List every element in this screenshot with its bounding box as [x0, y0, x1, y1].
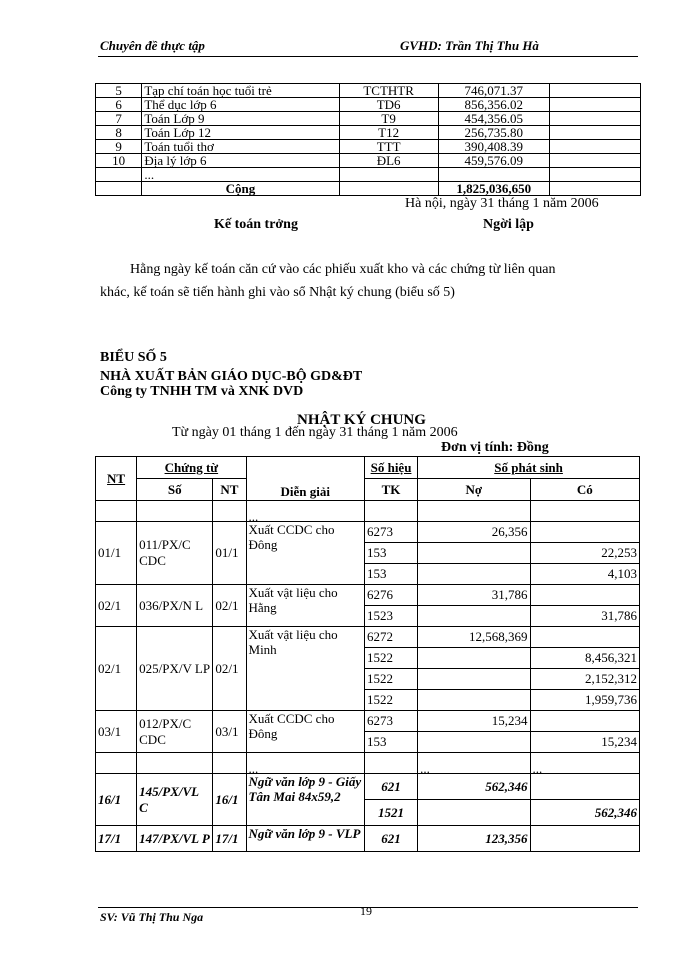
col-acct-bottom: TK [364, 479, 417, 501]
org-line-2: Công ty TNHH TM và XNK DVD [100, 384, 304, 399]
entry-debit [418, 690, 530, 711]
entry-date: 03/1 [96, 711, 137, 753]
entry-debit: 123,356 [418, 826, 530, 852]
entry-voucher-date: 17/1 [213, 826, 246, 852]
entry-credit: 31,786 [530, 606, 639, 627]
entry-account: 621 [364, 774, 417, 800]
row-extra [549, 112, 640, 126]
row-amount [438, 168, 549, 182]
row-number: 10 [96, 154, 142, 168]
entry-account: 153 [364, 543, 417, 564]
entry-voucher-no: 012/PX/C CDC [137, 711, 213, 753]
entry-voucher-date: 02/1 [213, 627, 246, 711]
blank-cell [530, 501, 639, 522]
entry-account: 6273 [364, 711, 417, 732]
header-left: Chuyên đề thực tập [100, 38, 205, 53]
journal-table [95, 456, 640, 852]
entry-description: Xuất CCDC cho Đông [246, 711, 364, 753]
row-number: 7 [96, 112, 142, 126]
row-amount: 390,408.39 [438, 140, 549, 154]
dots-desc: ... [246, 753, 364, 774]
col-amount: Số phát sinh [418, 457, 640, 479]
row-code: T9 [339, 112, 438, 126]
entry-date: 02/1 [96, 627, 137, 711]
row-code: TTT [339, 140, 438, 154]
entry-voucher-no: 145/PX/VL C [137, 774, 213, 826]
paragraph-line-1: Hằng ngày kế toán căn cứ vào các phiếu xuất kho và các chứng từ liên quan [130, 262, 556, 277]
blank-cell [96, 753, 137, 774]
journal-row [96, 711, 640, 732]
row-name: Địa lý lớp 6 [142, 154, 339, 168]
entry-description: Xuất vật liệu cho Minh [246, 627, 364, 711]
col-voucher-no: Số [137, 479, 213, 501]
entry-credit [530, 585, 639, 606]
journal-unit: Đơn vị tính: Đồng [441, 440, 549, 455]
blank-cell [137, 501, 213, 522]
col-desc: Diễn giải [246, 457, 364, 501]
row-code: TD6 [339, 98, 438, 112]
row-number: 8 [96, 126, 142, 140]
header-rule [98, 56, 638, 57]
entry-account: 621 [364, 826, 417, 852]
row-amount: 454,356.05 [438, 112, 549, 126]
journal-dots-row [96, 753, 640, 774]
journal-header-row-1 [96, 457, 640, 479]
entry-credit: 4,103 [530, 564, 639, 585]
entry-credit [530, 826, 639, 852]
row-amount: 746,071.37 [438, 84, 549, 98]
entry-date: 16/1 [96, 774, 137, 826]
blank-cell [364, 753, 417, 774]
row-number [96, 168, 142, 182]
form-title: BIỂU SỐ 5 [100, 350, 167, 365]
entry-debit [418, 800, 530, 826]
footer-left: SV: Vũ Thị Thu Nga [100, 910, 204, 924]
row-extra [549, 168, 640, 182]
entry-voucher-date: 16/1 [213, 774, 246, 826]
entry-description: Ngữ văn lớp 9 - VLP [246, 826, 364, 852]
row-name: Tạp chí toán học tuổi trẻ [142, 84, 339, 98]
entry-debit: 562,346 [418, 774, 530, 800]
row-amount: 856,356.02 [438, 98, 549, 112]
entry-voucher-no: 025/PX/V LP [137, 627, 213, 711]
entry-description: Xuất CCDC cho Đông [246, 522, 364, 585]
entry-account: 6273 [364, 522, 417, 543]
entry-voucher-no: 011/PX/C CDC [137, 522, 213, 585]
dots-debit: ... [418, 753, 530, 774]
summary-row [96, 140, 641, 154]
row-number: 9 [96, 140, 142, 154]
row-number: 6 [96, 98, 142, 112]
entry-debit [418, 543, 530, 564]
row-code: T12 [339, 126, 438, 140]
entry-debit: 15,234 [418, 711, 530, 732]
entry-debit [418, 564, 530, 585]
blank-cell [96, 501, 137, 522]
blank-cell [213, 501, 246, 522]
entry-debit: 12,568,369 [418, 627, 530, 648]
total-amount: 1,825,036,650 [438, 182, 549, 196]
summary-row [96, 84, 641, 98]
entry-credit: 15,234 [530, 732, 639, 753]
entry-credit: 1,959,736 [530, 690, 639, 711]
entry-voucher-date: 03/1 [213, 711, 246, 753]
entry-debit [418, 732, 530, 753]
blank-cell [213, 753, 246, 774]
entry-account: 6272 [364, 627, 417, 648]
entry-debit [418, 669, 530, 690]
journal-row [96, 627, 640, 648]
org-line-1: NHÀ XUẤT BẢN GIÁO DỤC-BỘ GD&ĐT [100, 369, 363, 384]
col-credit: Có [530, 479, 639, 501]
entry-debit [418, 606, 530, 627]
row-amount: 459,576.09 [438, 154, 549, 168]
entry-date: 02/1 [96, 585, 137, 627]
row-amount: 256,735.80 [438, 126, 549, 140]
summary-row [96, 126, 641, 140]
journal-row [96, 585, 640, 606]
blank-cell [137, 753, 213, 774]
summary-total-row [96, 182, 641, 196]
row-extra [549, 98, 640, 112]
entry-credit [530, 711, 639, 732]
signature-preparer: Ngời lập [483, 217, 534, 232]
row-name: Toán Lớp 9 [142, 112, 339, 126]
journal-blank-row [96, 501, 640, 522]
row-name: Toán Lớp 12 [142, 126, 339, 140]
entry-credit: 8,456,321 [530, 648, 639, 669]
entry-description: Xuất vật liệu cho Hằng [246, 585, 364, 627]
row-extra [549, 154, 640, 168]
blank-desc: ... [246, 501, 364, 522]
entry-credit [530, 522, 639, 543]
col-nt: NT [96, 457, 137, 501]
journal-subtitle: Từ ngày 01 tháng 1 đến ngày 31 tháng 1 năm 2006 [172, 425, 458, 440]
col-voucher: Chứng từ [137, 457, 246, 479]
entry-date: 17/1 [96, 826, 137, 852]
row-extra [549, 140, 640, 154]
entry-credit: 2,152,312 [530, 669, 639, 690]
header-right: GVHD: Trần Thị Thu Hà [400, 38, 539, 53]
entry-debit: 26,356 [418, 522, 530, 543]
row-code: TCTHTR [339, 84, 438, 98]
entry-voucher-no: 036/PX/N L [137, 585, 213, 627]
blank-cell [364, 501, 417, 522]
row-name: Toán tuổi thơ [142, 140, 339, 154]
page-number: 19 [360, 904, 372, 918]
journal-row [96, 774, 640, 800]
entry-voucher-date: 01/1 [213, 522, 246, 585]
entry-voucher-date: 02/1 [213, 585, 246, 627]
entry-account: 6276 [364, 585, 417, 606]
journal-row [96, 522, 640, 543]
col-acct-top: Số hiệu [364, 457, 417, 479]
summary-row [96, 154, 641, 168]
row-extra [549, 126, 640, 140]
row-number: 5 [96, 84, 142, 98]
entry-debit [418, 648, 530, 669]
entry-date: 01/1 [96, 522, 137, 585]
entry-account: 153 [364, 732, 417, 753]
row-extra [549, 84, 640, 98]
date-line: Hà nội, ngày 31 tháng 1 năm 2006 [405, 196, 599, 211]
summary-row [96, 112, 641, 126]
entry-account: 1522 [364, 669, 417, 690]
dots-credit: ... [530, 753, 639, 774]
col-voucher-nt: NT [213, 479, 246, 501]
entry-account: 1522 [364, 648, 417, 669]
entry-credit [530, 774, 639, 800]
summary-row [96, 168, 641, 182]
summary-table [95, 83, 641, 196]
journal-row [96, 826, 640, 852]
row-code [339, 168, 438, 182]
col-debit: Nợ [418, 479, 530, 501]
entry-debit: 31,786 [418, 585, 530, 606]
total-blank [96, 182, 142, 196]
total-blank [339, 182, 438, 196]
entry-credit: 22,253 [530, 543, 639, 564]
total-label: Cộng [142, 182, 339, 196]
entry-credit: 562,346 [530, 800, 639, 826]
total-blank [549, 182, 640, 196]
row-code: ĐL6 [339, 154, 438, 168]
summary-row [96, 98, 641, 112]
journal-header-row-2 [96, 479, 640, 501]
blank-cell [418, 501, 530, 522]
signature-accountant: Kế toán trởng [214, 217, 298, 232]
entry-account: 153 [364, 564, 417, 585]
entry-voucher-no: 147/PX/VL P [137, 826, 213, 852]
entry-credit [530, 627, 639, 648]
paragraph-line-2: khác, kế toán sẽ tiến hành ghi vào sổ Nhật ký chung (biểu số 5) [100, 285, 455, 300]
journal-title: NHẬT KÝ CHUNG [297, 412, 426, 428]
entry-account: 1521 [364, 800, 417, 826]
entry-account: 1522 [364, 690, 417, 711]
row-name: ... [142, 168, 339, 182]
entry-account: 1523 [364, 606, 417, 627]
entry-description: Ngữ văn lớp 9 - Giấy Tân Mai 84x59,2 [246, 774, 364, 826]
row-name: Thể dục lớp 6 [142, 98, 339, 112]
